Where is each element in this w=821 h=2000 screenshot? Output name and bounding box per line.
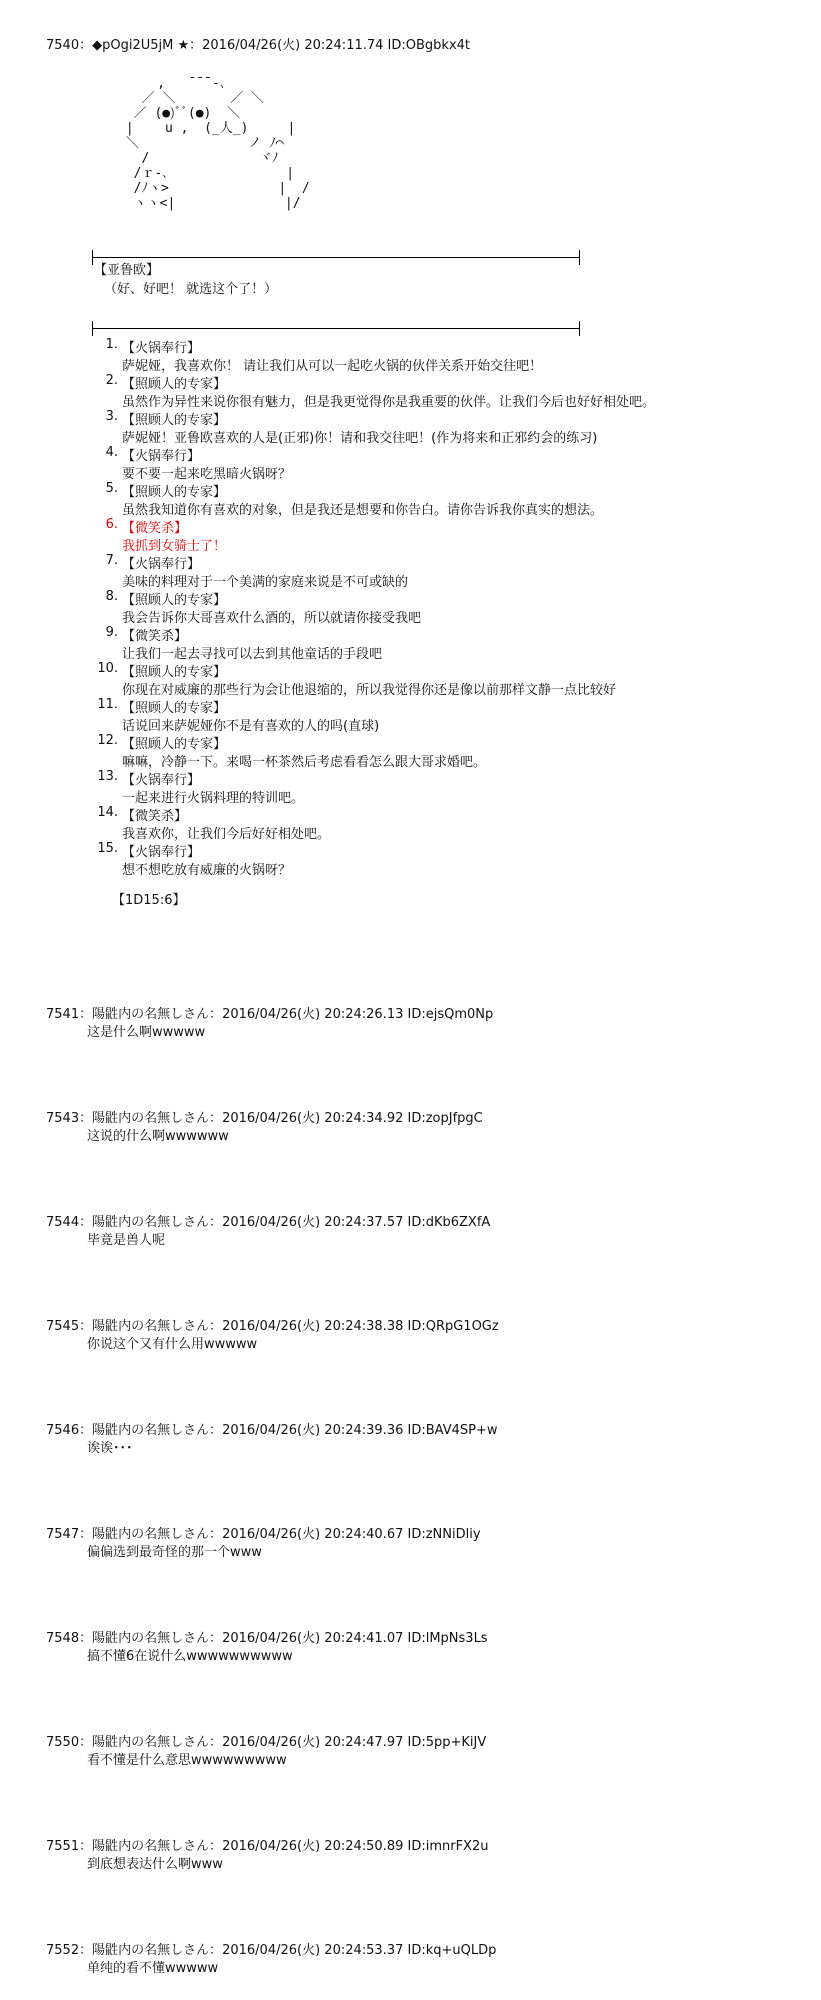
reply-header	[46, 1107, 483, 1126]
reply-header	[46, 1731, 486, 1750]
option-number: 6.	[105, 517, 118, 532]
option-text: 你现在对威廉的那些行为会让他退缩的，所以我觉得你还是像以前那样文静一点比较好	[122, 683, 617, 698]
option-number: 13.	[97, 769, 118, 784]
reply-number: 7548	[46, 1631, 80, 1646]
reply-header	[46, 1419, 497, 1438]
reply-body: 单纯的看不懂wwwww	[87, 1961, 219, 1976]
option-number: 9.	[105, 625, 118, 640]
reply-number: 7543	[46, 1111, 80, 1126]
reply-meta: ：陽鼪内の名無しさん：2016/04/26(火) 20:24:37.57 ID:dKb6ZXfA	[79, 1215, 491, 1230]
poster-name: ◆pOgi2U5jM ★	[92, 38, 190, 53]
reply-meta: ：陽鼪内の名無しさん：2016/04/26(火) 20:24:26.13 ID:ejsQm0Np	[79, 1007, 494, 1022]
option-text: 一起来进行火锅料理的特训吧。	[122, 791, 305, 806]
reply-body: 到底想表达什么啊www	[87, 1857, 223, 1872]
reply-header	[46, 1211, 490, 1230]
option-number: 2.	[105, 373, 118, 388]
reply-number: 7545	[46, 1319, 80, 1334]
dice-result: 【1D15:6】	[112, 893, 186, 908]
option-text: 嘛嘛，冷静一下。来喝一杯茶然后考虑看看怎么跟大哥求婚吧。	[122, 755, 487, 770]
option-label: 【火锅奉行】	[122, 557, 201, 572]
divider-tick-right	[579, 250, 580, 265]
reply-body: 看不懂是什么意思wwwwwwwww	[87, 1753, 287, 1768]
option-number: 5.	[105, 481, 118, 496]
reply-body: 诶诶･･･	[87, 1441, 133, 1456]
option-number: 11.	[97, 697, 118, 712]
reply-number: 7541	[46, 1007, 80, 1022]
reply-meta: ：陽鼪内の名無しさん：2016/04/26(火) 20:24:47.97 ID:5pp+KiJV	[79, 1735, 487, 1750]
reply-header	[46, 1003, 493, 1022]
option-label: 【照顾人的专家】	[122, 485, 227, 500]
reply-meta: ：陽鼪内の名無しさん：2016/04/26(火) 20:24:41.07 ID:lMpNs3Ls	[79, 1631, 488, 1646]
option-number: 3.	[105, 409, 118, 424]
option-text: 话说回来萨妮娅你不是有喜欢的人的吗(直球)	[122, 719, 380, 734]
option-label: 【照顾人的专家】	[122, 377, 227, 392]
reply-body: 偏偏选到最奇怪的那一个www	[87, 1545, 262, 1560]
ascii-art: , ̄ ̄ ̄ ‐､ ／ ＼ ／ ＼ ／ (●)ﾞﾞ(●) ＼ | u , (_人_) | ＼ ノ ﾉ⌒ / ヾﾉ /ｒ‐､ | /ﾉヽ> | / ヽヽ<| |/	[125, 76, 310, 211]
option-label: 【火锅奉行】	[122, 773, 201, 788]
option-label: 【火锅奉行】	[122, 449, 201, 464]
option-text: 美味的料理对于一个美满的家庭来说是不可或缺的	[122, 575, 409, 590]
option-label: 【火锅奉行】	[122, 341, 201, 356]
post-number: 7540	[46, 38, 80, 53]
option-label: 【照顾人的专家】	[122, 593, 227, 608]
option-label: 【微笑杀】	[122, 629, 188, 644]
option-text: 虽然作为异性来说你很有魅力，但是我更觉得你是我重要的伙伴。让我们今后也好好相处吧。	[122, 395, 656, 410]
reply-body: 你说这个又有什么用wwwww	[87, 1337, 258, 1352]
reply-header	[46, 1523, 481, 1542]
option-label: 【火锅奉行】	[122, 845, 201, 860]
reply-meta: ：陽鼪内の名無しさん：2016/04/26(火) 20:24:53.37 ID:kq+uQLDp	[79, 1943, 497, 1958]
reply-body: 毕竟是兽人呢	[87, 1233, 166, 1248]
post-sep: ：	[79, 38, 93, 53]
option-number: 15.	[97, 841, 118, 856]
reply-number: 7550	[46, 1735, 80, 1750]
reply-body: 这说的什么啊wwwwww	[87, 1129, 229, 1144]
divider-tick-right-2	[579, 321, 580, 336]
option-number: 4.	[105, 445, 118, 460]
option-label: 【照顾人的专家】	[122, 665, 227, 680]
option-label: 【微笑杀】	[122, 521, 188, 536]
option-text: 虽然我知道你有喜欢的对象，但是我还是想要和你告白。请你告诉我你真实的想法。	[122, 503, 604, 518]
option-number: 12.	[97, 733, 118, 748]
option-number: 8.	[105, 589, 118, 604]
option-number: 7.	[105, 553, 118, 568]
option-number: 10.	[97, 661, 118, 676]
option-text: 我抓到女骑士了！	[122, 539, 227, 554]
option-label: 【照顾人的专家】	[122, 737, 227, 752]
divider-tick-left	[92, 250, 93, 265]
option-text: 萨妮娅！亚鲁欧喜欢的人是(正邪)你！请和我交往吧！(作为将来和正邪约会的练习)	[122, 431, 598, 446]
divider-bottom	[92, 328, 580, 329]
option-number: 14.	[97, 805, 118, 820]
reply-number: 7546	[46, 1423, 80, 1438]
option-label: 【照顾人的专家】	[122, 701, 227, 716]
reply-number: 7551	[46, 1839, 80, 1854]
reply-number: 7544	[46, 1215, 80, 1230]
reply-body: 搞不懂6在说什么wwwwwwwwww	[87, 1649, 293, 1664]
option-text: 让我们一起去寻找可以去到其他童话的手段吧	[122, 647, 383, 662]
reply-header	[46, 1835, 488, 1854]
main-post-header	[46, 34, 470, 53]
option-text: 我喜欢你，让我们今后好好相处吧。	[122, 827, 331, 842]
reply-number: 7547	[46, 1527, 80, 1542]
post-date: ：2016/04/26(火) 20:24:11.74 ID:OBgbkx4t	[189, 38, 471, 53]
reply-number: 7552	[46, 1943, 80, 1958]
reply-meta: ：陽鼪内の名無しさん：2016/04/26(火) 20:24:40.67 ID:zNNiDliy	[79, 1527, 481, 1542]
option-label: 【照顾人的专家】	[122, 413, 227, 428]
option-text: 我会告诉你大哥喜欢什么酒的，所以就请你接受我吧	[122, 611, 422, 626]
reply-header	[46, 1315, 499, 1334]
reply-meta: ：陽鼪内の名無しさん：2016/04/26(火) 20:24:39.36 ID:BAV4SP+w	[79, 1423, 498, 1438]
divider-top	[92, 257, 580, 258]
speaker-speech: （好、好吧！ 就选这个了！）	[104, 282, 278, 297]
option-number: 1.	[105, 337, 118, 352]
reply-meta: ：陽鼪内の名無しさん：2016/04/26(火) 20:24:38.38 ID:QRpG1OGz	[79, 1319, 499, 1334]
option-text: 萨妮娅，我喜欢你！ 请让我们从可以一起吃火锅的伙伴关系开始交往吧！	[122, 359, 543, 374]
reply-body: 这是什么啊wwwww	[87, 1025, 206, 1040]
speaker-label: 【亚鲁欧】	[94, 263, 160, 278]
reply-meta: ：陽鼪内の名無しさん：2016/04/26(火) 20:24:50.89 ID:imnrFX2u	[79, 1839, 489, 1854]
option-text: 想不想吃放有威廉的火锅呀？	[122, 863, 292, 878]
reply-header	[46, 1939, 496, 1958]
reply-meta: ：陽鼪内の名無しさん：2016/04/26(火) 20:24:34.92 ID:zopJfpgC	[79, 1111, 483, 1126]
reply-header	[46, 1627, 488, 1646]
option-text: 要不要一起来吃黑暗火锅呀？	[122, 467, 292, 482]
divider-tick-left-2	[92, 321, 93, 336]
option-label: 【微笑杀】	[122, 809, 188, 824]
